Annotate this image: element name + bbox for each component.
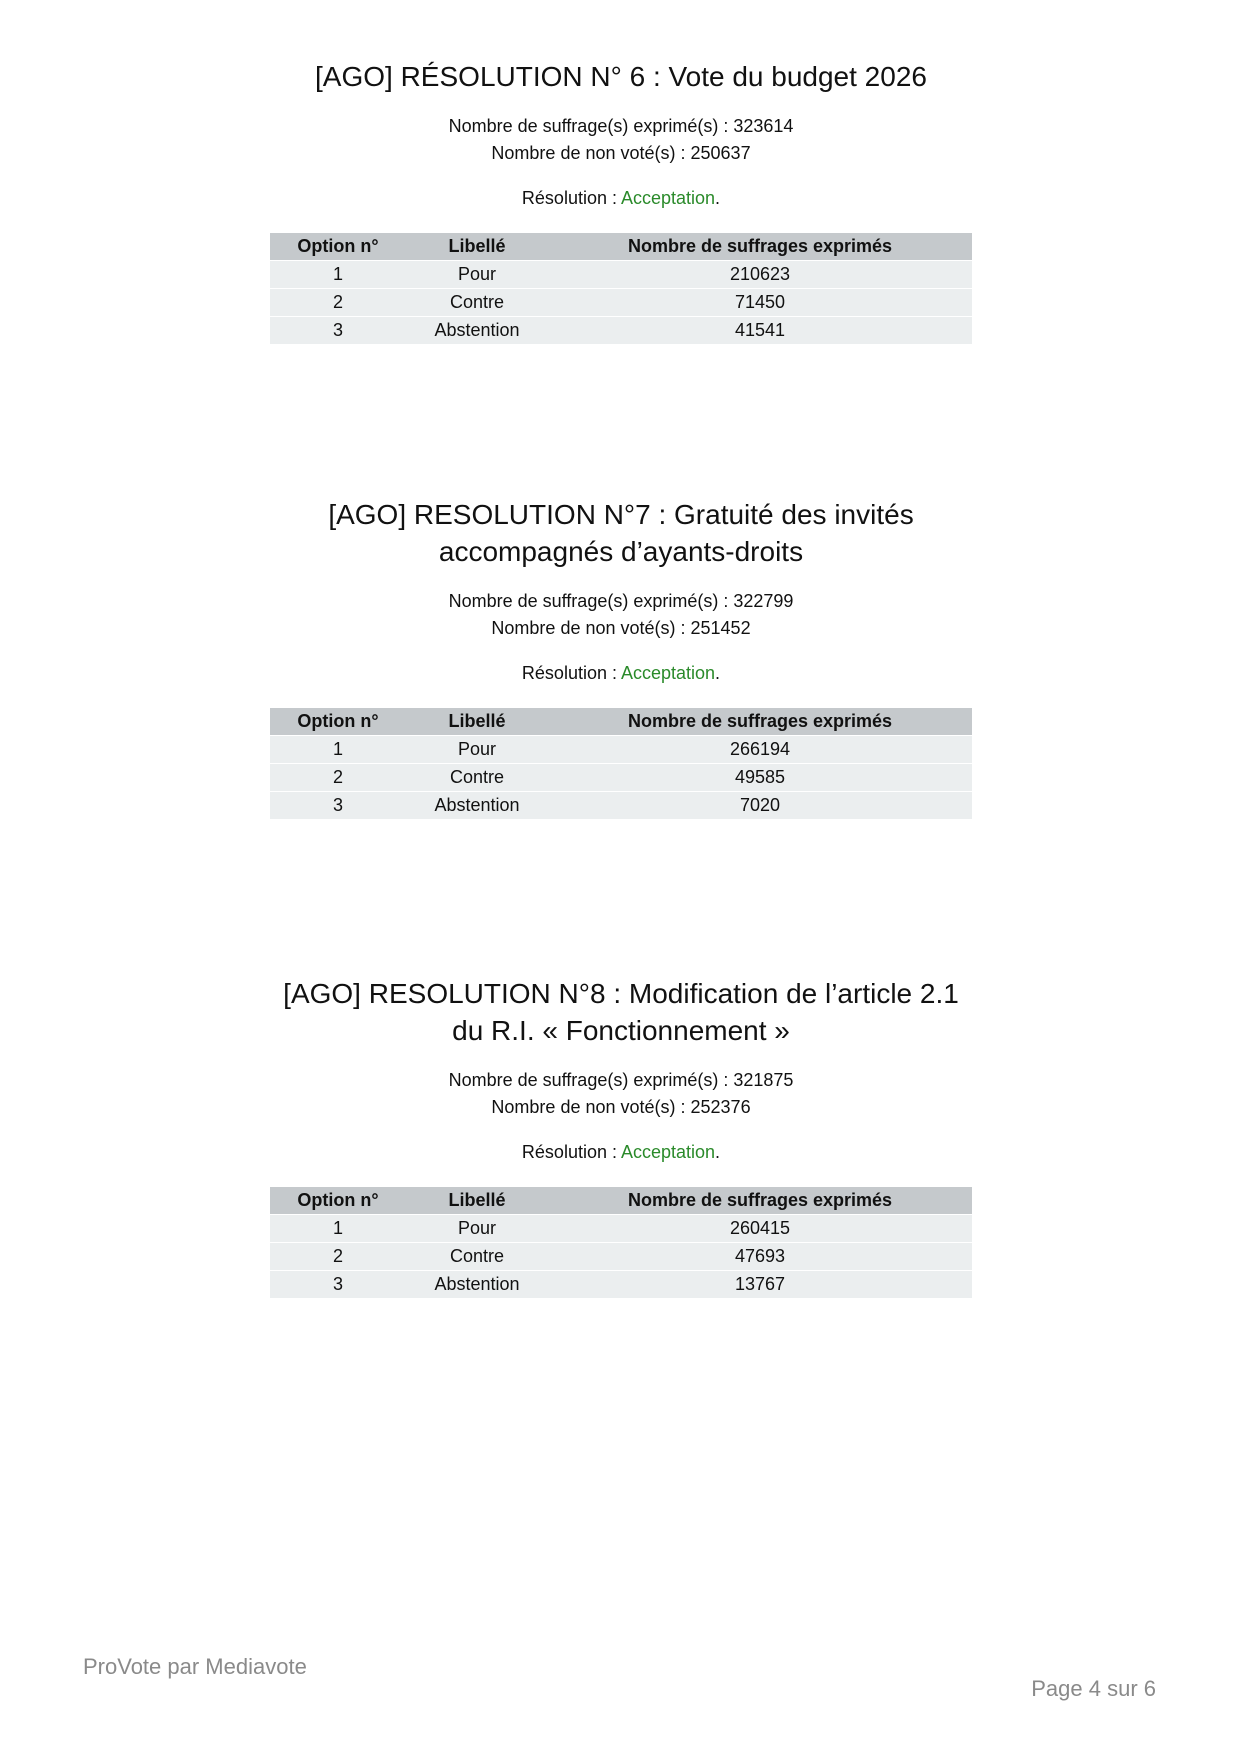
table-header-row	[270, 1187, 972, 1215]
expressed-count: Nombre de suffrage(s) exprimé(s) : 322799	[448, 591, 794, 611]
results-table	[270, 708, 972, 819]
outcome-value: Acceptation	[620, 188, 716, 208]
table-header-row	[270, 708, 972, 736]
column-header-label: Libellé	[406, 1187, 548, 1215]
cell-votes: 7020	[548, 792, 972, 820]
cell-votes: 47693	[548, 1243, 972, 1271]
expressed-count: Nombre de suffrage(s) exprimé(s) : 323614	[448, 116, 794, 136]
cell-votes: 49585	[548, 764, 972, 792]
cell-votes: 71450	[548, 289, 972, 317]
expressed-count: Nombre de suffrage(s) exprimé(s) : 321875	[448, 1070, 794, 1090]
not-voted-count: Nombre de non voté(s) : 252376	[491, 1097, 751, 1117]
resolution-stats	[270, 588, 972, 642]
table-row	[270, 1271, 972, 1299]
resolution-outcome	[270, 185, 972, 212]
column-header-option: Option n°	[270, 708, 406, 736]
column-header-label: Libellé	[406, 233, 548, 261]
resolution-title: [AGO] RÉSOLUTION N° 6 : Vote du budget 2026	[315, 61, 927, 92]
not-voted-count: Nombre de non voté(s) : 251452	[491, 618, 751, 638]
not-voted-count: Nombre de non voté(s) : 250637	[491, 143, 751, 163]
table-row	[270, 289, 972, 317]
table-row	[270, 764, 972, 792]
resolution-title: [AGO] RESOLUTION N°8 : Modification de l’article 2.1 du R.I. « Fonctionnement »	[283, 978, 959, 1046]
cell-label: Abstention	[406, 317, 548, 345]
resolution-8	[270, 975, 972, 1298]
cell-option: 1	[270, 261, 406, 289]
cell-option: 1	[270, 736, 406, 764]
cell-option: 2	[270, 289, 406, 317]
cell-label: Contre	[406, 764, 548, 792]
cell-label: Pour	[406, 261, 548, 289]
resolution-title: [AGO] RESOLUTION N°7 : Gratuité des invités accompagnés d’ayants-droits	[328, 499, 914, 567]
cell-votes: 266194	[548, 736, 972, 764]
cell-votes: 210623	[548, 261, 972, 289]
outcome-value: Acceptation	[620, 663, 716, 683]
cell-label: Abstention	[406, 1271, 548, 1299]
resolution-outcome	[270, 660, 972, 687]
table-row	[270, 1215, 972, 1243]
resolution-stats	[270, 1067, 972, 1121]
outcome-label: Résolution :	[521, 188, 621, 208]
cell-label: Pour	[406, 1215, 548, 1243]
column-header-votes: Nombre de suffrages exprimés	[548, 708, 972, 736]
outcome-suffix: .	[715, 188, 721, 208]
column-header-votes: Nombre de suffrages exprimés	[548, 233, 972, 261]
resolution-outcome	[270, 1139, 972, 1166]
resolution-stats	[270, 113, 972, 167]
table-row	[270, 317, 972, 345]
cell-option: 1	[270, 1215, 406, 1243]
footer-brand: ProVote par Mediavote	[83, 1654, 307, 1679]
cell-option: 3	[270, 1271, 406, 1299]
cell-option: 2	[270, 1243, 406, 1271]
outcome-label: Résolution :	[521, 663, 621, 683]
column-header-option: Option n°	[270, 233, 406, 261]
cell-label: Contre	[406, 289, 548, 317]
results-table	[270, 1187, 972, 1298]
cell-votes: 260415	[548, 1215, 972, 1243]
cell-option: 2	[270, 764, 406, 792]
cell-label: Contre	[406, 1243, 548, 1271]
table-header-row	[270, 233, 972, 261]
table-row	[270, 1243, 972, 1271]
results-table	[270, 233, 972, 344]
column-header-option: Option n°	[270, 1187, 406, 1215]
table-row	[270, 792, 972, 820]
outcome-suffix: .	[715, 663, 721, 683]
cell-label: Abstention	[406, 792, 548, 820]
table-row	[270, 261, 972, 289]
page-number: Page 4 sur 6	[1031, 1676, 1156, 1701]
resolution-6	[270, 58, 972, 344]
outcome-label: Résolution :	[521, 1142, 621, 1162]
outcome-suffix: .	[715, 1142, 721, 1162]
column-header-votes: Nombre de suffrages exprimés	[548, 1187, 972, 1215]
cell-votes: 13767	[548, 1271, 972, 1299]
cell-votes: 41541	[548, 317, 972, 345]
cell-label: Pour	[406, 736, 548, 764]
outcome-value: Acceptation	[620, 1142, 716, 1162]
cell-option: 3	[270, 792, 406, 820]
resolution-7	[270, 496, 972, 819]
column-header-label: Libellé	[406, 708, 548, 736]
table-row	[270, 736, 972, 764]
cell-option: 3	[270, 317, 406, 345]
